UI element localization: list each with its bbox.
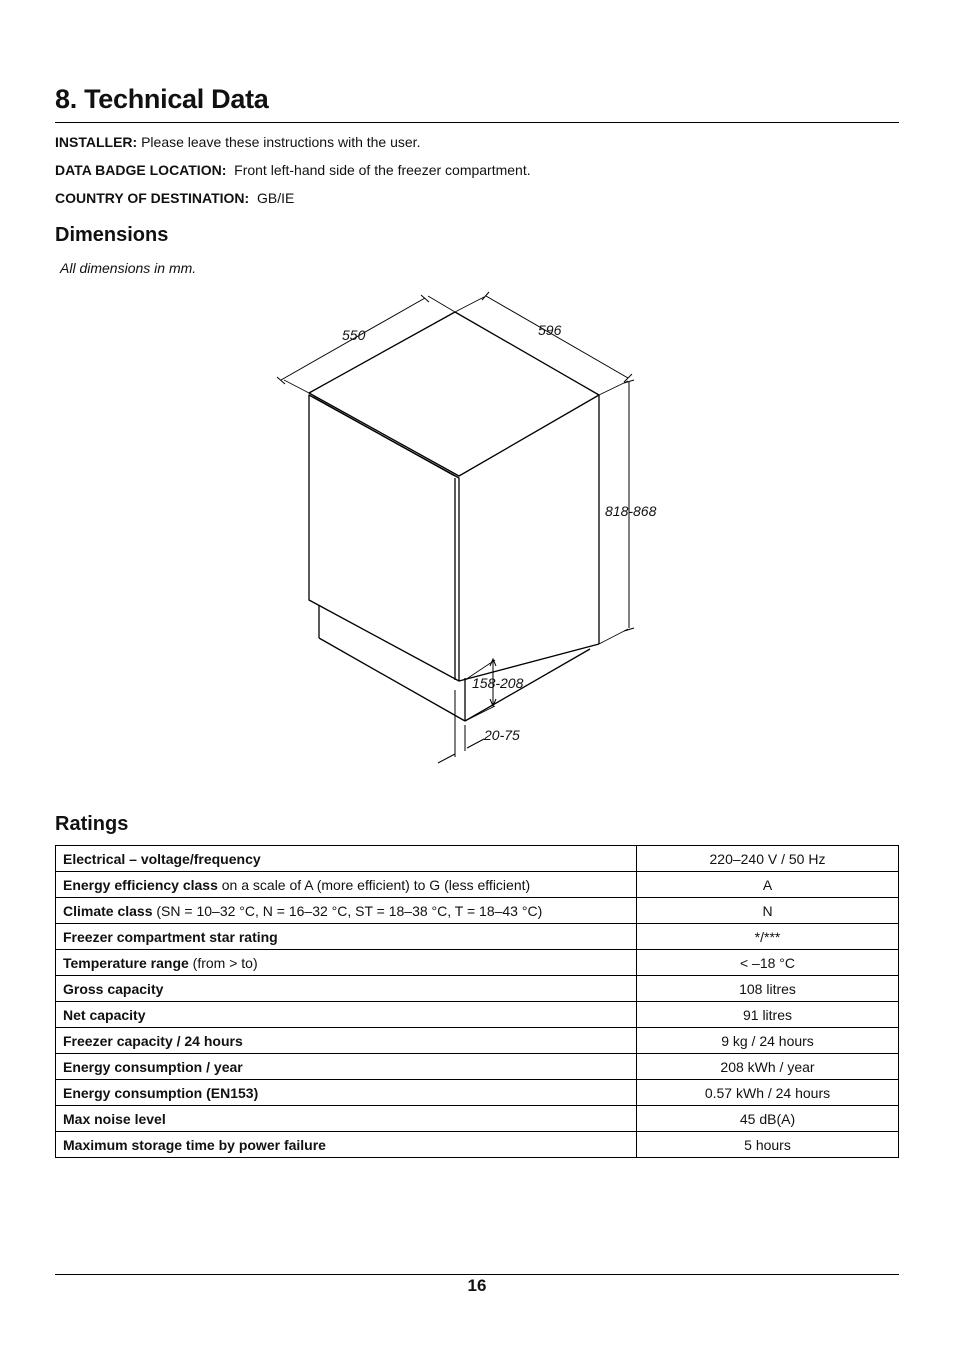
badge-location-line xyxy=(55,162,531,178)
country-line xyxy=(55,190,294,206)
rating-label-cell xyxy=(56,1002,637,1028)
rating-value: N xyxy=(637,898,899,924)
table-row xyxy=(56,924,899,950)
table-row xyxy=(56,1054,899,1080)
rating-value: 9 kg / 24 hours xyxy=(637,1028,899,1054)
country-text: GB/IE xyxy=(256,190,295,206)
rating-label-cell xyxy=(56,950,637,976)
offset-label: 20-75 xyxy=(484,727,520,743)
page-title: 8. Technical Data xyxy=(55,84,269,114)
dimensions-heading: Dimensions xyxy=(55,224,169,246)
rating-label: Energy efficiency class xyxy=(63,876,218,893)
rating-value: A xyxy=(637,872,899,898)
table-row xyxy=(56,1106,899,1132)
installer-line xyxy=(55,134,420,150)
ratings-table xyxy=(55,845,899,1158)
badge-location-label: DATA BADGE LOCATION: xyxy=(55,162,227,178)
rating-label-cell xyxy=(56,1080,637,1106)
table-row xyxy=(56,1080,899,1106)
table-row xyxy=(56,1028,899,1054)
rating-label-cell xyxy=(56,976,637,1002)
table-row xyxy=(56,1132,899,1158)
rating-label-cell xyxy=(56,1132,637,1158)
rating-label-cell xyxy=(56,924,637,950)
rating-label: Energy consumption / year xyxy=(63,1058,243,1075)
rating-label: Freezer compartment star rating xyxy=(63,928,278,945)
plinth-label: 158-208 xyxy=(472,675,524,691)
rating-label: Temperature range xyxy=(63,954,189,971)
door-panel xyxy=(309,395,459,681)
table-row xyxy=(56,898,899,924)
rating-label: Net capacity xyxy=(63,1006,146,1023)
table-row xyxy=(56,1002,899,1028)
page-number: 16 xyxy=(467,1276,487,1295)
rating-label: Climate class xyxy=(63,902,153,919)
footer-divider xyxy=(55,1274,899,1275)
width-label: 596 xyxy=(538,322,562,338)
rating-value: 220–240 V / 50 Hz xyxy=(637,846,899,872)
height-label: 818-868 xyxy=(605,503,657,519)
rating-value: < –18 °C xyxy=(637,950,899,976)
title-divider xyxy=(55,122,899,123)
table-row xyxy=(56,872,899,898)
appliance-dimension-diagram xyxy=(260,285,700,775)
rating-value: 45 dB(A) xyxy=(637,1106,899,1132)
rating-label-cell xyxy=(56,898,637,924)
rating-label: Maximum storage time by power failure xyxy=(63,1136,326,1153)
depth-label: 550 xyxy=(342,327,366,343)
rating-value: 91 litres xyxy=(637,1002,899,1028)
rating-value: 108 litres xyxy=(637,976,899,1002)
rating-label-detail: on a scale of A (more efficient) to G (less efficient) xyxy=(217,876,531,893)
rating-label-cell xyxy=(56,1106,637,1132)
table-row xyxy=(56,976,899,1002)
rating-label: Gross capacity xyxy=(63,980,164,997)
rating-label-detail: (SN = 10–32 °C, N = 16–32 °C, ST = 18–38 °C, T = 18–43 °C) xyxy=(152,902,543,919)
rating-value: 208 kWh / year xyxy=(637,1054,899,1080)
badge-location-text: Front left-hand side of the freezer compartment. xyxy=(234,162,531,178)
rating-label: Max noise level xyxy=(63,1110,166,1127)
rating-label: Electrical – voltage/frequency xyxy=(63,850,261,867)
dimensions-note: All dimensions in mm. xyxy=(60,260,197,276)
ratings-heading: Ratings xyxy=(55,813,129,835)
country-label: COUNTRY OF DESTINATION: xyxy=(55,190,250,206)
rating-value: 5 hours xyxy=(637,1132,899,1158)
installer-label: INSTALLER: xyxy=(55,134,138,150)
table-row xyxy=(56,846,899,872)
rating-label-cell xyxy=(56,1054,637,1080)
rating-label-cell xyxy=(56,872,637,898)
rating-value: 0.57 kWh / 24 hours xyxy=(637,1080,899,1106)
installer-text: Please leave these instructions with the user. xyxy=(141,134,421,150)
rating-label: Freezer capacity / 24 hours xyxy=(63,1032,243,1049)
rating-label: Energy consumption (EN153) xyxy=(63,1084,259,1101)
rating-label-cell xyxy=(56,1028,637,1054)
rating-label-detail: (from > to) xyxy=(188,954,258,971)
rating-label-cell xyxy=(56,846,637,872)
rating-value: */*** xyxy=(637,924,899,950)
table-row xyxy=(56,950,899,976)
